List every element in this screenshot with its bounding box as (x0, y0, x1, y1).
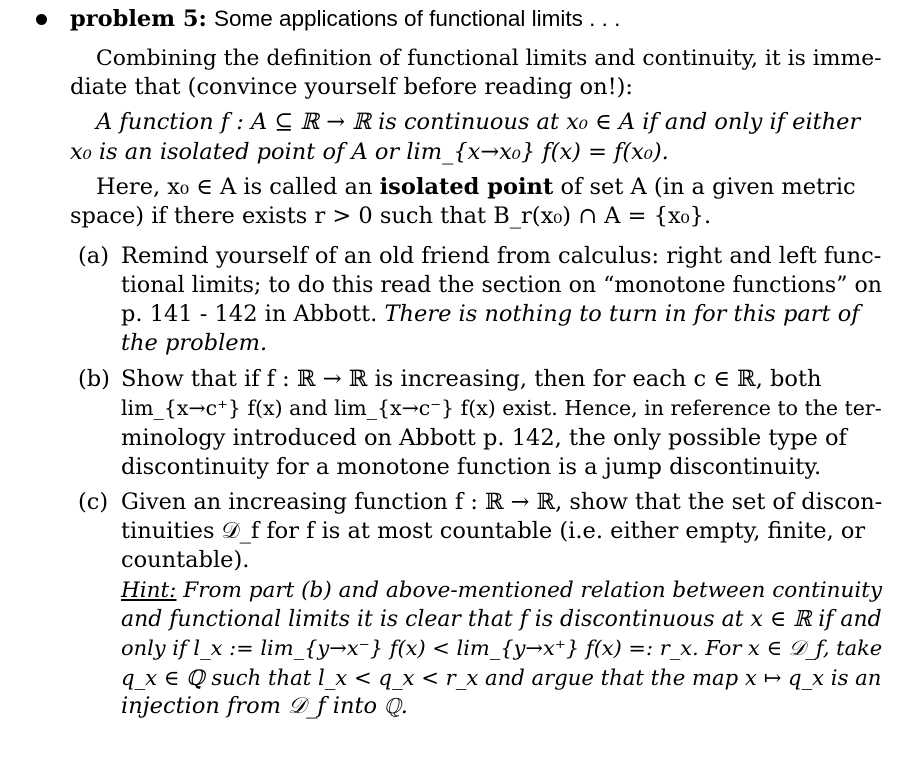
hint-line-4: q_x ∈ ℚ such that l_x < q_x < r_x and argue that the map x ↦ q_x is an (121, 665, 882, 690)
hint-line-1 (121, 576, 882, 605)
hint-label: Hint: (121, 578, 177, 603)
problem-heading: Some applications of functional limits . . . (213, 6, 621, 31)
part-a-reference: p. 141 - 142 in Abbott. (121, 301, 378, 327)
definition-text-before: Here, x₀ ∈ A is called an (96, 174, 373, 200)
part-a-label: (a) (78, 243, 109, 269)
hint-line-5: injection from 𝒟_f into ℚ. (121, 693, 408, 719)
part-a-line-4: the problem. (121, 330, 268, 356)
part-a-note: There is nothing to turn in for this part of (384, 301, 860, 327)
intro-line-1: Combining the definition of functional limits and continuity, it is imme- (96, 46, 882, 71)
hint-text: From part (b) and above-mentioned relation between continuity (183, 578, 883, 603)
part-c-line-1: Given an increasing function f : ℝ → ℝ, show that the set of discon- (121, 489, 883, 515)
bullet-icon (36, 14, 47, 25)
part-b-label: (b) (78, 366, 110, 392)
part-b-line-4: discontinuity for a monotone function is a jump discontinuity. (121, 454, 822, 480)
intro-line-2: diate that (convince yourself before reading on!): (70, 74, 633, 100)
problem-label: problem 5: (70, 6, 207, 32)
definition-line-2: space) if there exists r > 0 such that B_r(x₀) ∩ A = {x₀}. (70, 203, 712, 229)
theorem-line-1: A function f : A ⊆ ℝ → ℝ is continuous at x₀ ∈ A if and only if either (96, 109, 861, 135)
hint-line-3: only if l_x := lim_{y→x⁻} f(x) < lim_{y→x⁺} f(x) =: r_x. For x ∈ 𝒟_f, take (121, 636, 883, 660)
part-c-line-2: tinuities 𝒟_f for f is at most countable (i.e. either empty, finite, or (121, 518, 866, 544)
definition-line-1 (96, 173, 856, 202)
hint-line-2: and functional limits it is clear that f is discontinuous at x ∈ ℝ if and (121, 607, 882, 632)
part-b-line-2: lim_{x→c⁺} f(x) and lim_{x→c⁻} f(x) exist. Hence, in reference to the ter- (121, 396, 882, 420)
part-b-line-1: Show that if f : ℝ → ℝ is increasing, then for each c ∈ ℝ, both (121, 366, 822, 392)
problem-title (70, 4, 620, 33)
part-a-line-1: Remind yourself of an old friend from calculus: right and left func- (121, 243, 882, 269)
part-a-line-3 (121, 300, 860, 329)
part-c-line-3: countable). (121, 547, 250, 573)
part-b-line-3: minology introduced on Abbott p. 142, the only possible type of (121, 425, 847, 451)
theorem-line-2: x₀ is an isolated point of A or lim_{x→x₀} f(x) = f(x₀). (70, 139, 669, 165)
definition-term: isolated point (379, 174, 554, 200)
definition-text-after: of set A (in a given metric (560, 174, 856, 200)
part-c-label: (c) (78, 489, 109, 515)
part-a-line-2: tional limits; to do this read the section on “monotone functions” on (121, 273, 882, 298)
